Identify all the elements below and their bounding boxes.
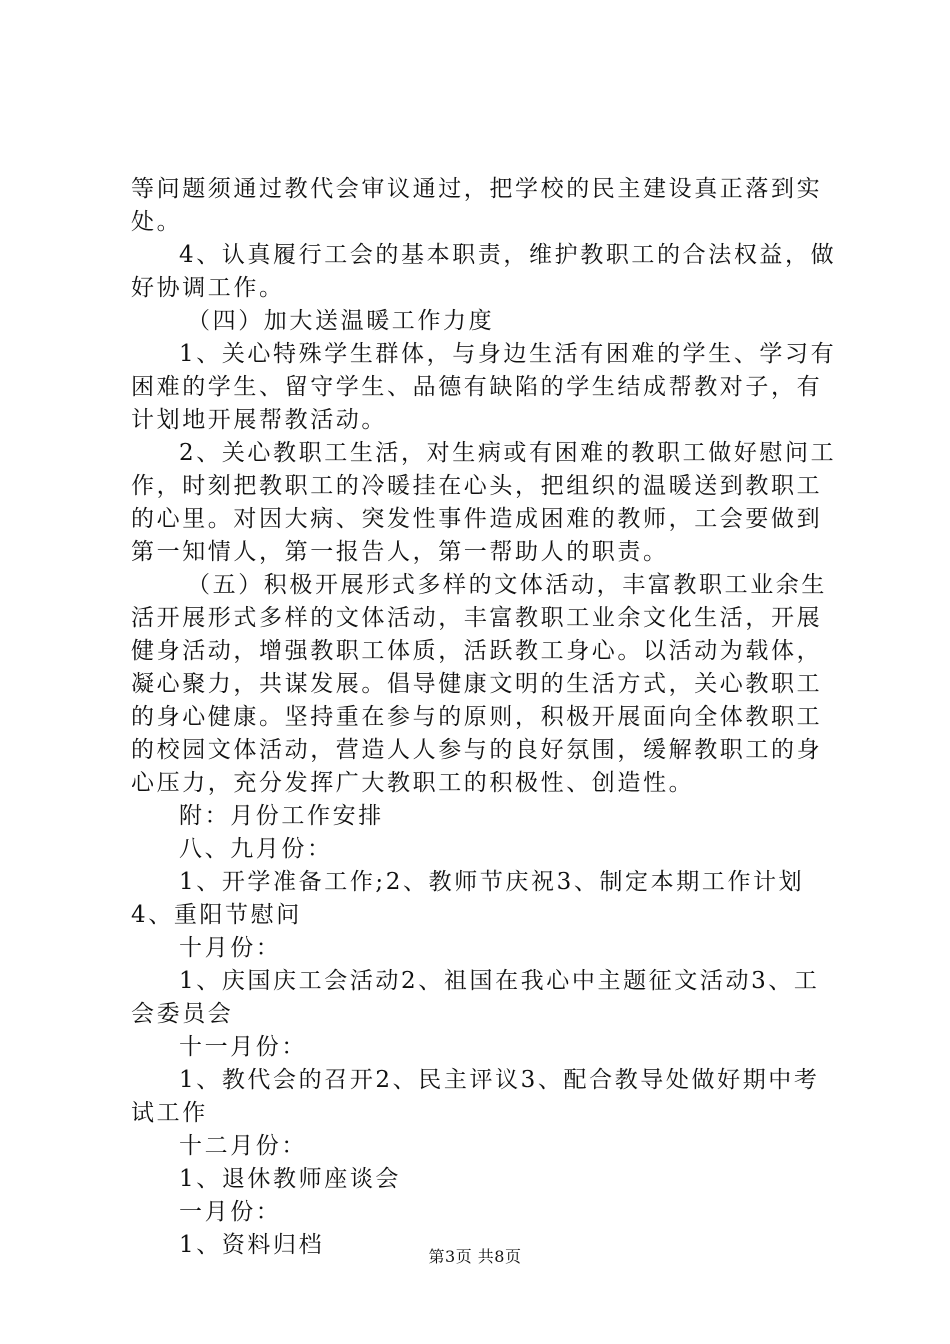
month-item: 4、重阳节慰问 xyxy=(131,902,302,928)
month-heading: 八、九月份： xyxy=(179,836,333,862)
month-item: 试工作 xyxy=(131,1100,208,1126)
month-item: 1、退休教师座谈会 xyxy=(179,1166,402,1192)
paragraph-line: 第一知情人，第一报告人，第一帮助人的职责。 xyxy=(131,539,669,565)
paragraph-line: 4、认真履行工会的基本职责，维护教职工的合法权益，做 xyxy=(179,242,837,268)
paragraph-line: 的校园文体活动，营造人人参与的良好氛围，缓解教职工的身 xyxy=(131,737,823,763)
page-number-footer: 第3页 共8页 xyxy=(428,1247,522,1266)
paragraph-line: 凝心聚力，共谋发展。倡导健康文明的生活方式，关心教职工 xyxy=(131,671,823,697)
paragraph-line: 计划地开展帮教活动。 xyxy=(131,407,387,433)
month-item: 1、开学准备工作;2、教师节庆祝3、制定本期工作计划 xyxy=(179,869,805,895)
section-heading: （四）加大送温暖工作力度 xyxy=(187,308,495,334)
paragraph-line: 1、关心特殊学生群体，与身边生活有困难的学生、学习有 xyxy=(179,341,837,367)
appendix-heading: 附：月份工作安排 xyxy=(179,803,384,829)
paragraph-line: 困难的学生、留守学生、品德有缺陷的学生结成帮教对子，有 xyxy=(131,374,823,400)
paragraph-line: 2、关心教职工生活，对生病或有困难的教职工做好慰问工 xyxy=(179,440,837,466)
month-heading: 一月份： xyxy=(179,1199,282,1225)
section-heading: （五）积极开展形式多样的文体活动，丰富教职工业余生 xyxy=(187,572,827,598)
paragraph-line: 健身活动，增强教职工体质，活跃教工身心。以活动为载体， xyxy=(131,638,823,664)
month-item: 1、教代会的召开2、民主评议3、配合教导处做好期中考 xyxy=(179,1067,820,1093)
paragraph-line: 活开展形式多样的文体活动，丰富教职工业余文化生活，开展 xyxy=(131,605,823,631)
month-heading: 十月份： xyxy=(179,935,282,961)
paragraph-line: 的心里。对因大病、突发性事件造成困难的教师，工会要做到 xyxy=(131,506,823,532)
paragraph-line: 的身心健康。坚持重在参与的原则，积极开展面向全体教职工 xyxy=(131,704,823,730)
month-heading: 十一月份： xyxy=(179,1034,307,1060)
month-item: 会委员会 xyxy=(131,1001,234,1027)
paragraph-line: 心压力，充分发挥广大教职工的积极性、创造性。 xyxy=(131,770,695,796)
paragraph-line: 作，时刻把教职工的冷暖挂在心头，把组织的温暖送到教职工 xyxy=(131,473,823,499)
month-item: 1、庆国庆工会活动2、祖国在我心中主题征文活动3、工 xyxy=(179,968,820,994)
paragraph-line: 好协调工作。 xyxy=(131,275,285,301)
month-item: 1、资料归档 xyxy=(179,1232,325,1258)
document-body xyxy=(131,173,837,1262)
paragraph-line: 处。 xyxy=(131,209,183,235)
month-heading: 十二月份： xyxy=(179,1133,307,1159)
paragraph-line: 等问题须通过教代会审议通过，把学校的民主建设真正落到实 xyxy=(131,176,823,202)
